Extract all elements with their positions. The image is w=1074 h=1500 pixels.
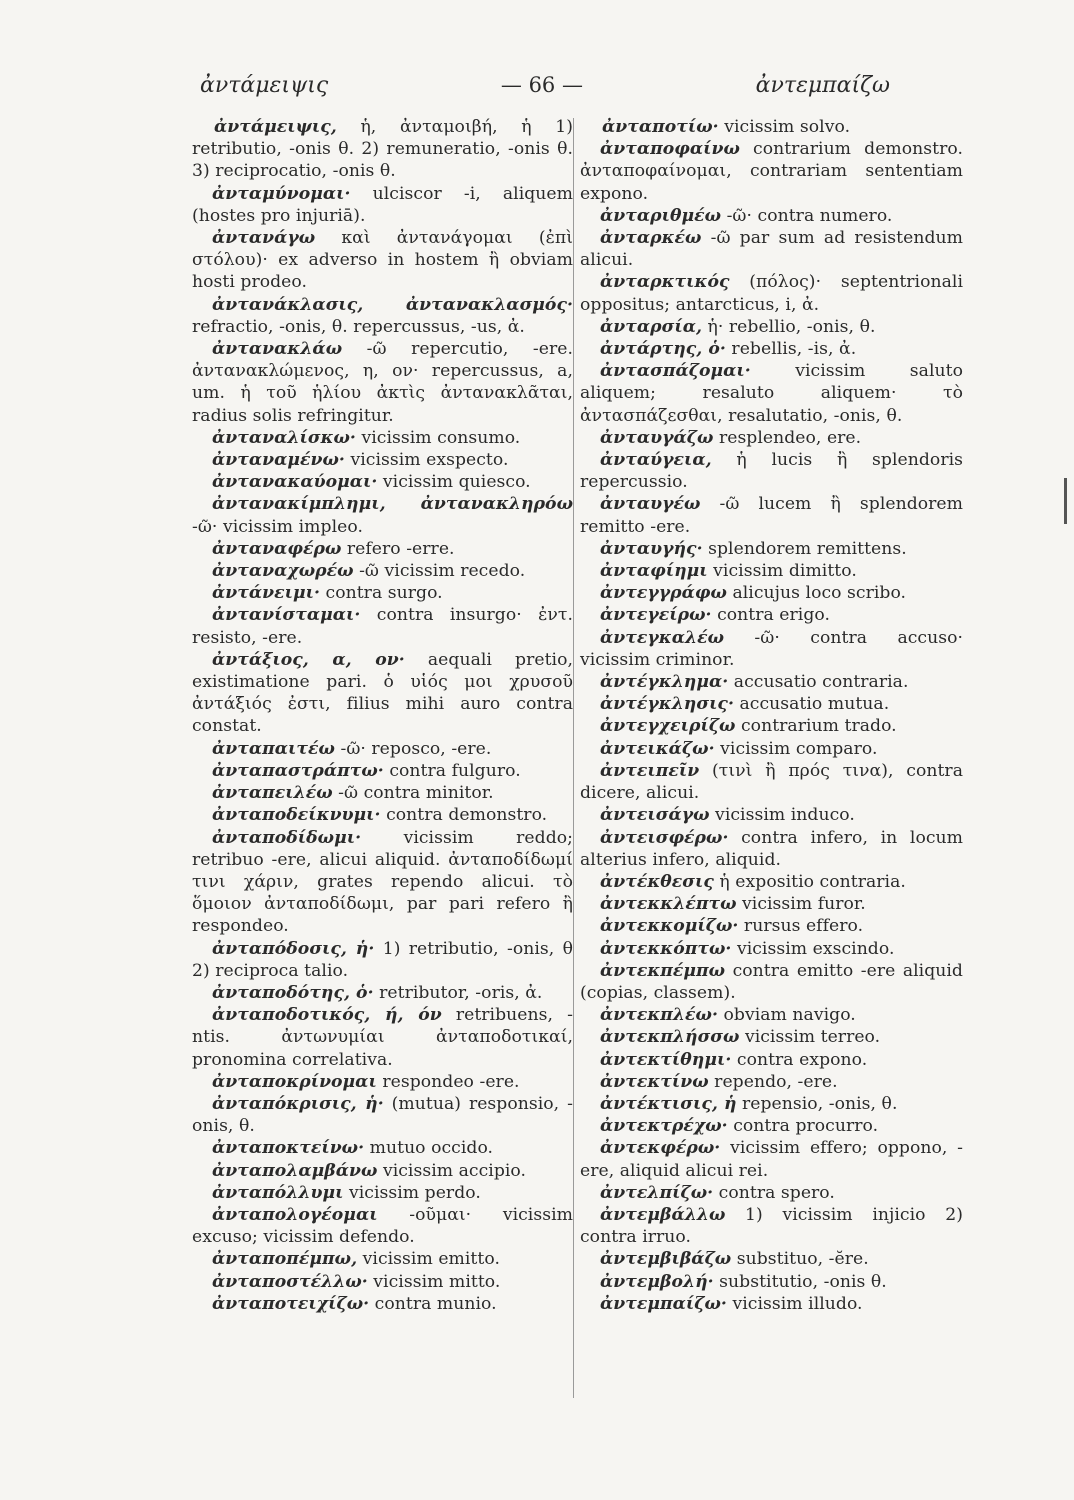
entry-headword: ἀνταυγέω — [600, 494, 701, 515]
entry-definition: substitutio, -onis θ. — [713, 1271, 887, 1292]
entry-headword: ἀντάρτης, ὁ· — [600, 339, 726, 360]
entry-headword: ἀνταναμένω· — [212, 450, 345, 471]
entry-definition: contra surgo. — [320, 583, 443, 604]
entry-definition: vicissim exspecto. — [344, 450, 509, 471]
dictionary-entry — [192, 760, 573, 782]
entry-headword: ἀνταπόκρισις, ἡ· — [212, 1093, 384, 1114]
entry-definition: vicissim perdo. — [343, 1182, 481, 1203]
entry-definition: vicissim solvo. — [718, 117, 851, 137]
entry-definition: -οῦμαι· vicissim excuso; vicissim defendo. — [192, 1204, 573, 1248]
entry-definition: contra erigo. — [711, 605, 830, 626]
dictionary-entry — [192, 449, 573, 471]
entry-definition: refero -erre. — [341, 538, 455, 559]
entry-definition: contra demonstro. — [380, 805, 548, 826]
entry-definition: contrarium trado. — [735, 716, 897, 737]
entry-definition: accusatio contraria. — [728, 672, 909, 693]
dictionary-entry — [192, 1248, 573, 1270]
entry-definition: vicissim furor. — [736, 894, 866, 915]
entry-definition: contra spero. — [713, 1182, 835, 1203]
entry-headword: ἀνταποστέλλω· — [212, 1271, 368, 1292]
entry-headword: ἀνταποπέμπω, — [212, 1249, 358, 1270]
dictionary-entry — [192, 804, 573, 826]
entry-headword: ἀνταυγάζω — [600, 427, 714, 448]
dictionary-entry — [580, 960, 963, 1004]
entry-headword: ἀνταναφέρω — [212, 538, 342, 559]
entry-headword: ἀντεκτίθημι· — [600, 1049, 732, 1070]
entry-headword: ἀντελπίζω· — [600, 1182, 714, 1203]
dictionary-entry — [580, 427, 963, 449]
entry-definition: vicissim saluto aliquem; resaluto aliquem· τὸ ἀντασπάζεσθαι, resalutatio, -onis, θ. — [580, 361, 963, 426]
entry-definition: -ῶ· vicissim impleo. — [192, 516, 363, 537]
entry-definition: retribuens, -ntis. ἀντωνυμίαι ἀνταποδοτικαί, pronomina correlativa. — [192, 1005, 573, 1070]
dictionary-entry — [580, 1271, 963, 1293]
dictionary-entry — [580, 938, 963, 960]
dictionary-entry — [580, 338, 963, 360]
entry-definition: 1) vicissim injicio 2) contra irruo. — [580, 1204, 963, 1248]
entry-headword: ἀνταύγεια, — [600, 450, 712, 471]
dictionary-entry — [580, 316, 963, 338]
dictionary-entry — [580, 560, 963, 582]
dictionary-entry — [192, 604, 573, 648]
entry-headword: ἀντέκθεσις — [600, 871, 714, 892]
entry-headword: ἀνταμύνομαι· — [212, 183, 351, 204]
entry-headword: ἀνταρκτικός — [600, 272, 730, 293]
entry-headword: ἀντεκκομίζω· — [600, 916, 739, 937]
entry-definition: repensio, -onis, θ. — [736, 1093, 898, 1114]
dictionary-entry — [580, 1248, 963, 1270]
entry-headword: ἀνταναλίσκω· — [212, 427, 356, 448]
entry-headword: ἀντεκκλέπτω — [600, 894, 737, 915]
entry-headword: ἀντασπάζομαι· — [600, 361, 751, 382]
entry-definition: (τινὶ ἢ πρός τινα), contra dicere, alicui. — [580, 760, 963, 804]
entry-definition: ἡ, ἀνταμοιβή, ἡ 1) retributio, -onis θ. 2) remuneratio, -onis θ. 3) reciprocatio, -onis θ. — [192, 117, 573, 182]
dictionary-entry — [192, 227, 573, 294]
entry-definition: vicissim induco. — [709, 805, 855, 826]
entry-definition: -ῶ· contra accuso· vicissim criminor. — [580, 627, 963, 670]
dictionary-entry — [192, 1271, 573, 1293]
dictionary-entry — [192, 1160, 573, 1182]
entry-definition: contrarium demonstro. ἀνταποφαίνομαι, contrariam sententiam expono. — [580, 139, 963, 204]
dictionary-entry — [192, 183, 573, 227]
dictionary-entry — [580, 1026, 963, 1048]
entry-definition: contra fulguro. — [383, 760, 521, 781]
entry-headword: ἀντανάκλασις, ἀντανακλασμός· — [212, 294, 573, 315]
dictionary-entry — [580, 205, 963, 227]
entry-definition: -ῶ contra minitor. — [332, 783, 494, 804]
entry-definition: καὶ ἀντανάγομαι (ἐπὶ στόλου)· ex adverso in hostem ἢ obviam hosti prodeo. — [192, 228, 573, 293]
entry-definition: rursus effero. — [738, 916, 864, 937]
dictionary-entry — [192, 538, 573, 560]
entry-headword: ἀντέκτισις, ἡ — [600, 1093, 737, 1114]
entry-headword: ἀνταποδίδωμι· — [212, 827, 362, 848]
dictionary-entry — [192, 294, 573, 338]
entry-headword: ἀντεκτρέχω· — [600, 1116, 728, 1137]
entry-headword: ἀντειπεῖν — [600, 760, 700, 781]
entry-headword: ἀνταπόδοσις, ἡ· — [212, 938, 375, 959]
entry-headword: ἀνταποκτείνω· — [212, 1138, 365, 1159]
entry-definition: vicissim effero; oppono, -ere, aliquid alicui rei. — [580, 1138, 963, 1181]
dictionary-entry — [580, 1182, 963, 1204]
entry-definition: rependo, -ere. — [708, 1071, 838, 1092]
dictionary-entry — [580, 1115, 963, 1137]
entry-definition: ἡ lucis ἢ splendoris repercussio. — [580, 450, 963, 493]
dictionary-entry — [580, 738, 963, 760]
dictionary-entry — [192, 1204, 573, 1248]
dictionary-entry — [192, 116, 573, 183]
dictionary-entry — [192, 782, 573, 804]
entry-definition: resplendeo, ere. — [713, 427, 862, 448]
dictionary-entry — [580, 1049, 963, 1071]
entry-headword: ἀνταπειλέω — [212, 783, 333, 804]
entry-definition: -ῶ lucem ἢ splendorem remitto -ere. — [580, 494, 963, 537]
header-left-catchword: ἀντάμειψις — [200, 72, 329, 98]
entry-headword: ἀντεμβάλλω — [600, 1204, 726, 1225]
entry-headword: ἀνταναχωρέω — [212, 561, 354, 582]
entry-definition: -ῶ par sum ad resistendum alicui. — [580, 228, 963, 271]
dictionary-entry — [580, 493, 963, 537]
header-right-catchword: ἀντεμπαίζω — [755, 72, 890, 98]
entry-headword: ἀντεικάζω· — [600, 738, 715, 759]
entry-headword: ἀνταποδείκνυμι· — [212, 805, 381, 826]
dictionary-entry — [580, 827, 963, 871]
dictionary-entry — [192, 649, 573, 738]
entry-definition: vicissim reddo; retribuo -ere, alicui aliquid. ἀνταποδίδωμί τινι χάριν, grates rependo alicui. τὸ ὅμοιον ἀνταποδίδωμι, par pari refero ἢ respondeo. — [192, 827, 573, 937]
entry-definition: -ῶ· contra numero. — [721, 205, 893, 226]
entry-definition: rebellis, -is, ἀ. — [725, 339, 857, 360]
entry-headword: ἀνταπαιτέω — [212, 738, 335, 759]
entry-headword: ἀντεκκόπτω· — [600, 938, 732, 959]
entry-definition: vicissim accipio. — [377, 1160, 527, 1181]
entry-definition: 1) retributio, -onis, θ 2) reciproca talio. — [192, 938, 573, 981]
entry-headword: ἀντανακαύομαι· — [212, 472, 378, 493]
entry-headword: ἀνταρκέω — [600, 228, 702, 249]
dictionary-entry — [580, 915, 963, 937]
entry-headword: ἀνταποδοτικός, ή, όν — [212, 1005, 442, 1026]
entry-headword: ἀντανίσταμαι· — [212, 605, 361, 626]
dictionary-entry — [580, 604, 963, 626]
dictionary-entry — [580, 582, 963, 604]
page-edge-mark — [1064, 478, 1067, 524]
dictionary-entry — [580, 693, 963, 715]
dictionary-entry — [580, 1137, 963, 1181]
entry-headword: ἀντεκφέρω· — [600, 1138, 721, 1159]
entry-definition: refractio, -onis, θ. repercussus, -us, ἀ. — [192, 316, 525, 337]
entry-headword: ἀντάνειμι· — [212, 583, 321, 604]
page-number: — 66 — — [500, 73, 583, 97]
dictionary-entry — [580, 271, 963, 315]
dictionary-entry — [580, 1093, 963, 1115]
entry-definition: vicissim terreo. — [739, 1027, 881, 1048]
dictionary-entry — [192, 1004, 573, 1071]
dictionary-entry — [580, 760, 963, 804]
entry-headword: ἀντάξιος, α, ον· — [212, 649, 405, 670]
entry-headword: ἀνταρσία, — [600, 316, 703, 337]
dictionary-entry — [192, 938, 573, 982]
dictionary-entry — [580, 1004, 963, 1026]
entry-definition: vicissim emitto. — [357, 1249, 500, 1270]
entry-headword: ἀντεισφέρω· — [600, 827, 729, 848]
dictionary-entry — [580, 715, 963, 737]
entry-definition: contra infero, in locum alterius infero, aliquid. — [580, 827, 963, 870]
dictionary-entry — [580, 138, 963, 205]
entry-headword: ἀνταπολαμβάνω — [212, 1160, 378, 1181]
entry-headword: ἀντεκπέμπω — [600, 960, 726, 981]
entry-definition: vicissim exscindo. — [731, 938, 895, 959]
entry-headword: ἀντέγκλημα· — [600, 672, 729, 693]
dictionary-entry — [580, 449, 963, 493]
dictionary-entry — [192, 1071, 573, 1093]
entry-definition: vicissim comparo. — [714, 738, 878, 759]
column-divider — [573, 118, 574, 1398]
dictionary-entry — [192, 427, 573, 449]
entry-headword: ἀντεισάγω — [600, 805, 710, 826]
entry-definition: contra procurro. — [727, 1116, 879, 1137]
entry-definition: vicissim illudo. — [726, 1293, 863, 1314]
dictionary-entry — [580, 804, 963, 826]
entry-headword: ἀντέγκλησις· — [600, 694, 734, 715]
entry-definition: contra emitto -ere aliquid (copias, classem). — [580, 960, 963, 1003]
entry-headword: ἀντάμειψις, — [214, 117, 337, 137]
dictionary-entry — [580, 227, 963, 271]
dictionary-entry — [580, 871, 963, 893]
entry-definition: substituo, -ĕre. — [731, 1249, 869, 1270]
running-header — [200, 70, 890, 100]
entry-definition: respondeo -ere. — [376, 1071, 520, 1092]
dictionary-entry — [580, 1293, 963, 1315]
entry-definition: mutuo occido. — [364, 1138, 494, 1159]
entry-definition: ulciscor -i, aliquem (hostes pro injuriā). — [192, 183, 573, 226]
dictionary-entry — [192, 493, 573, 537]
entry-headword: ἀντεγείρω· — [600, 605, 712, 626]
entry-headword: ἀνταποφαίνω — [600, 139, 740, 160]
entry-definition: splendorem remittens. — [702, 538, 907, 559]
entry-headword: ἀντανακίμπλημι, ἀντανακληρόω — [212, 494, 573, 515]
entry-definition: vicissim mitto. — [367, 1271, 501, 1292]
entry-definition: contra expono. — [731, 1049, 868, 1070]
entry-definition: ἡ· rebellio, -onis, θ. — [702, 316, 876, 337]
entry-definition: contra munio. — [369, 1293, 497, 1314]
entry-definition: -ῶ vicissim recedo. — [353, 561, 526, 582]
entry-headword: ἀντεμβολή· — [600, 1271, 714, 1292]
entry-definition: obviam navigo. — [717, 1005, 856, 1026]
entry-headword: ἀνταπαστράπτω· — [212, 760, 384, 781]
dictionary-entry — [580, 1071, 963, 1093]
entry-headword: ἀντεμπαίζω· — [600, 1293, 727, 1314]
entry-headword: ἀνταπολογέομαι — [212, 1204, 378, 1225]
dictionary-entry — [192, 827, 573, 938]
right-column — [580, 116, 963, 1315]
dictionary-entry — [580, 360, 963, 427]
entry-headword: ἀνταποκρίνομαι — [212, 1071, 377, 1092]
entry-headword: ἀνταυγής· — [600, 538, 703, 559]
entry-headword: ἀντεκτίνω — [600, 1071, 709, 1092]
entry-headword: ἀντεκπλέω· — [600, 1005, 718, 1026]
entry-definition: retributor, -oris, ἀ. — [373, 982, 543, 1003]
dictionary-entry — [192, 1093, 573, 1137]
dictionary-entry — [192, 560, 573, 582]
entry-headword: ἀντεγχειρίζω — [600, 716, 736, 737]
dictionary-entry — [580, 627, 963, 671]
entry-headword: ἀντεγγράφω — [600, 583, 727, 604]
entry-headword: ἀντεγκαλέω — [600, 627, 724, 648]
entry-definition: (πόλος)· septentrionali oppositus; antarcticus, i, ἀ. — [580, 272, 963, 315]
entry-headword: ἀντανακλάω — [212, 339, 343, 360]
entry-definition: alicujus loco scribo. — [726, 583, 907, 604]
entry-definition: (mutua) responsio, -onis, θ. — [192, 1093, 573, 1137]
entry-definition: aequali pretio, existimatione pari. ὁ υἱός μοι χρυσοῦ ἀντάξιός ἐστι, filius mihi auro contra constat. — [192, 649, 573, 737]
left-column — [192, 116, 573, 1315]
dictionary-entry — [192, 738, 573, 760]
entry-definition: vicissim dimitto. — [707, 561, 857, 582]
entry-definition: -ῶ repercutio, -ere. ἀντανακλώμενος, η, ον· repercussus, a, um. ἡ τοῦ ἡλίου ἀκτὶς ἀντανακλᾶται, radius solis refringitur. — [192, 339, 573, 426]
dictionary-entry — [580, 671, 963, 693]
dictionary-entry — [580, 538, 963, 560]
entry-headword: ἀνταριθμέω — [600, 205, 722, 226]
dictionary-entry — [192, 338, 573, 427]
entry-definition: -ῶ· reposco, -ere. — [334, 738, 492, 759]
entry-headword: ἀνταπόλλυμι — [212, 1182, 344, 1203]
entry-definition: vicissim quiesco. — [377, 472, 531, 493]
entry-headword: ἀντεμβιβάζω — [600, 1249, 732, 1270]
dictionary-entry — [192, 1182, 573, 1204]
entry-definition: ἡ expositio contraria. — [713, 871, 906, 892]
dictionary-entry — [192, 582, 573, 604]
entry-headword: ἀντανάγω — [212, 228, 316, 249]
dictionary-entry — [192, 471, 573, 493]
entry-headword: ἀντεκπλήσσω — [600, 1027, 740, 1048]
entry-definition: vicissim consumo. — [355, 427, 521, 448]
entry-headword: ἀνταποτειχίζω· — [212, 1293, 370, 1314]
entry-definition: accusatio mutua. — [733, 694, 890, 715]
entry-headword: ἀνταποδότης, ὁ· — [212, 982, 374, 1003]
entry-definition: contra insurgo· ἐντ. resisto, -ere. — [192, 605, 573, 648]
dictionary-entry — [580, 1204, 963, 1248]
dictionary-entry — [580, 893, 963, 915]
dictionary-entry — [580, 116, 963, 138]
dictionary-entry — [192, 1137, 573, 1159]
entry-headword: ἀνταποτίω· — [602, 117, 719, 137]
entry-headword: ἀνταφίημι — [600, 561, 708, 582]
dictionary-entry — [192, 1293, 573, 1315]
dictionary-entry — [192, 982, 573, 1004]
